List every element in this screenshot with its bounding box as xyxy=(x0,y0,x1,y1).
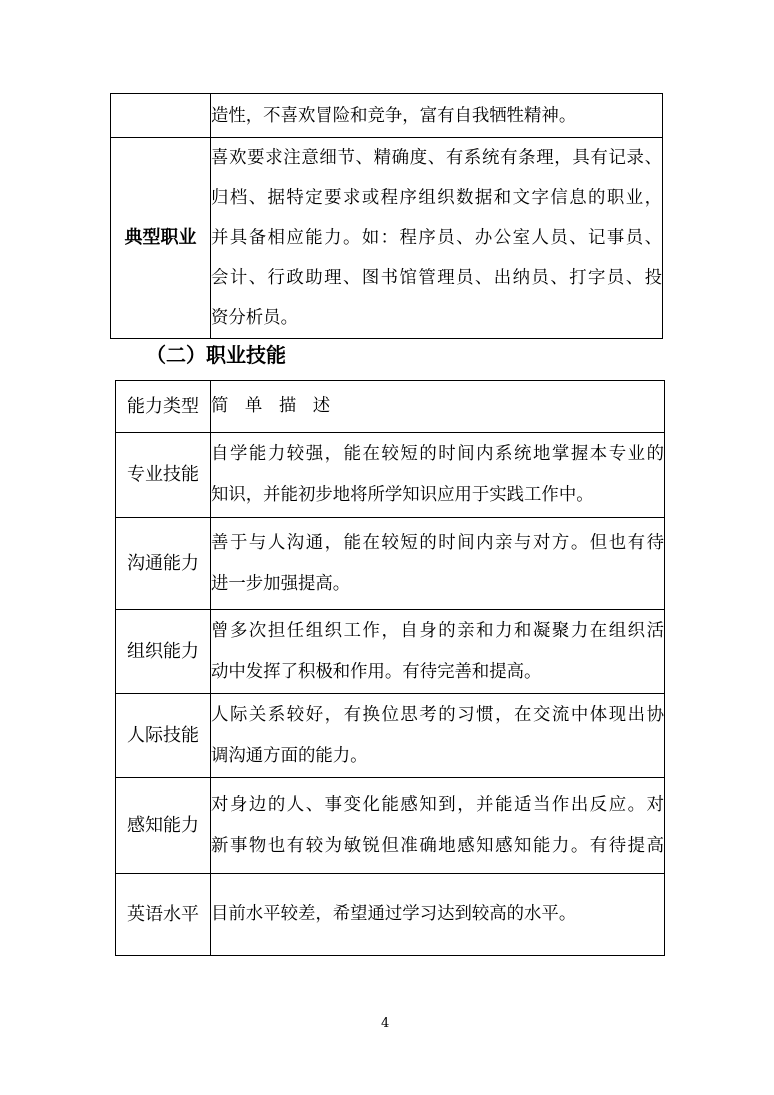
skill-description-line: 善于与人沟通，能在较短的时间内亲与对方。但也有待 xyxy=(211,532,664,553)
skill-description-line: 调沟通方面的能力。 xyxy=(211,745,368,766)
skill-description-line: 进一步加强提高。 xyxy=(211,573,351,594)
skill-description-cell xyxy=(211,874,665,956)
skill-description-cell xyxy=(211,694,665,778)
header-ability-type: 能力类型 xyxy=(116,381,211,433)
row-description xyxy=(211,94,663,138)
description-line: 并具备相应能力。如：程序员、办公室人员、记事员、 xyxy=(211,228,662,248)
skill-type-cell: 英语水平 xyxy=(116,874,211,956)
table-row xyxy=(116,694,665,778)
description-line: 资分析员。 xyxy=(211,308,298,328)
row-description xyxy=(211,138,663,339)
table-row xyxy=(111,138,663,339)
description-line: 归档、据特定要求或程序组织数据和文字信息的职业， xyxy=(211,188,662,208)
skill-type-cell: 专业技能 xyxy=(116,433,211,518)
skill-description-line: 对身边的人、事变化能感知到，并能适当作出反应。对 xyxy=(211,794,664,815)
career-type-table xyxy=(110,93,663,339)
skill-type-cell: 沟通能力 xyxy=(116,518,211,610)
page-number: 4 xyxy=(381,1016,390,1031)
skill-description-cell xyxy=(211,610,665,694)
table-row xyxy=(111,94,663,138)
skills-table xyxy=(115,380,665,956)
description-line: 会计、行政助理、图书馆管理员、出纳员、打字员、投 xyxy=(211,268,662,288)
skill-type-cell: 人际技能 xyxy=(116,694,211,778)
table-row xyxy=(116,874,665,956)
skill-description-cell xyxy=(211,433,665,518)
skill-description-line: 动中发挥了积极和作用。有待完善和提高。 xyxy=(211,661,542,682)
skill-description-line: 知识，并能初步地将所学知识应用于实践工作中。 xyxy=(211,485,594,505)
skill-description-line: 新事物也有较为敏锐但准确地感知感知能力。有待提高 xyxy=(211,835,664,856)
skill-type-cell: 感知能力 xyxy=(116,778,211,874)
table-row xyxy=(116,778,665,874)
table-row xyxy=(116,610,665,694)
skill-description-cell xyxy=(211,778,665,874)
skill-description-line: 自学能力较强，能在较短的时间内系统地掌握本专业的 xyxy=(211,444,664,464)
table-row xyxy=(116,433,665,518)
section-heading: （二）职业技能 xyxy=(146,343,286,367)
description-line: 造性，不喜欢冒险和竞争，富有自我牺牲精神。 xyxy=(211,105,577,126)
skills-header-row xyxy=(116,381,665,433)
header-description xyxy=(211,381,665,433)
skill-description-line: 目前水平较差，希望通过学习达到较高的水平。 xyxy=(211,904,577,924)
description-line: 喜欢要求注意细节、精确度、有系统有条理，具有记录、 xyxy=(211,148,662,168)
table-row xyxy=(116,518,665,610)
row-label-empty xyxy=(111,94,211,138)
skill-description-line: 人际关系较好，有换位思考的习惯，在交流中体现出协 xyxy=(211,704,664,725)
skill-description-line: 曾多次担任组织工作，自身的亲和力和凝聚力在组织活 xyxy=(211,620,664,641)
row-label-typical-careers: 典型职业 xyxy=(111,138,211,339)
header-description-text: 简 单 描 述 xyxy=(211,396,331,416)
skill-description-cell xyxy=(211,518,665,610)
skill-type-cell: 组织能力 xyxy=(116,610,211,694)
